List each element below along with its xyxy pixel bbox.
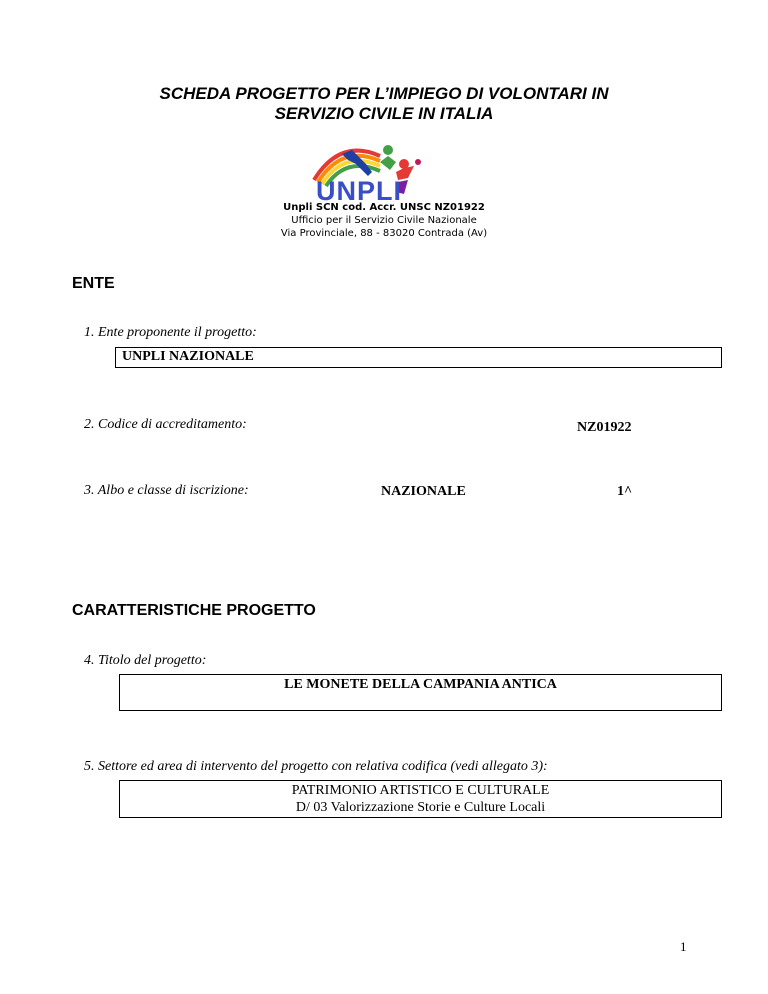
item-4-value-box <box>119 674 722 711</box>
org-address-line: Via Provinciale, 88 - 83020 Contrada (Av) <box>280 228 488 239</box>
document-title <box>0 84 768 124</box>
item-1-value: UNPLI NAZIONALE <box>122 349 254 364</box>
item-5-value-line-2: D/ 03 Valorizzazione Storie e Culture Locali <box>295 800 546 815</box>
item-2-value: NZ01922 <box>577 420 632 435</box>
section-heading-progetto: CARATTERISTICHE PROGETTO <box>72 602 316 619</box>
org-accreditation-line: Unpli SCN cod. Accr. UNSC NZ01922 <box>283 202 485 213</box>
title-line-1: SCHEDA PROGETTO PER L’IMPIEGO DI VOLONTARI IN <box>159 84 609 103</box>
unpli-logo <box>300 136 426 206</box>
title-line-2: SERVIZIO CIVILE IN ITALIA <box>274 104 494 123</box>
item-4-value: LE MONETE DELLA CAMPANIA ANTICA <box>284 677 557 692</box>
org-office-line: Ufficio per il Servizio Civile Nazionale <box>291 215 477 226</box>
item-5-value-box <box>119 780 722 818</box>
item-2-label: 2. Codice di accreditamento: <box>84 417 247 432</box>
section-heading-ente: ENTE <box>72 275 115 292</box>
page-number: 1 <box>680 939 687 954</box>
unpli-wordmark: UNPLI <box>316 176 402 206</box>
item-4-label: 4. Titolo del progetto: <box>84 653 207 668</box>
item-5-value-line-1: PATRIMONIO ARTISTICO E CULTURALE <box>291 783 550 798</box>
item-1-value-box <box>115 347 722 368</box>
item-3-label: 3. Albo e classe di iscrizione: <box>84 483 249 498</box>
item-3-albo: NAZIONALE <box>381 484 466 499</box>
item-5-label: 5. Settore ed area di intervento del progetto con relativa codifica (vedi allegato 3): <box>84 759 548 774</box>
item-3-classe: 1^ <box>617 484 633 499</box>
item-1-label: 1. Ente proponente il progetto: <box>84 325 257 340</box>
